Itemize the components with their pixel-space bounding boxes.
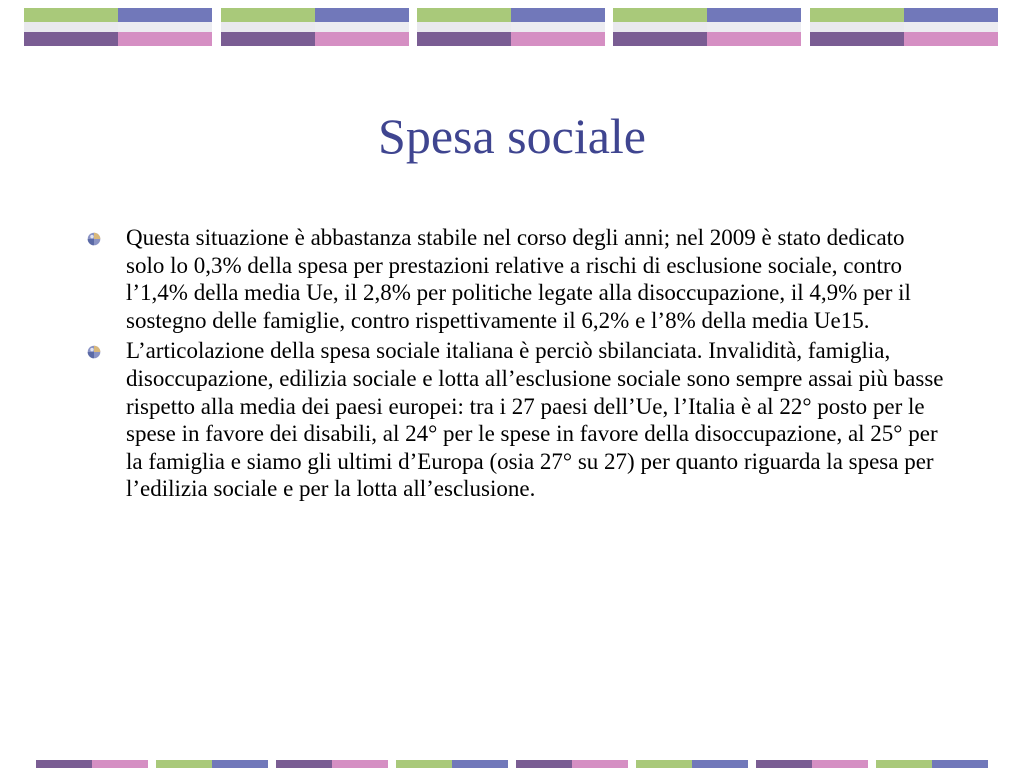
banner-tile xyxy=(613,8,801,46)
top-decorative-banner xyxy=(24,8,1000,46)
bullet-text: L’articolazione della spesa sociale italiana è perciò sbilanciata. Invalidità, famiglia, disoccupazione, edilizia sociale e lotta all’esclusione sociale sono sempre assai più basse rispetto alla media dei paesi europei: tra i 27 paesi dell’Ue, l’Italia è al 22° posto per le spese in favore dei disabili, al 24° per le spese in favore della disoccupazione, al 25° per la famiglia e siamo gli ultimi d’Europa (osia 27° su 27) per quanto riguarda la spesa per l’edilizia sociale e per la lotta all’esclusione. xyxy=(126,338,944,502)
banner-tile xyxy=(876,760,988,768)
bullet-text: Questa situazione è abbastanza stabile nel corso degli anni; nel 2009 è stato dedicato solo lo 0,3% della spesa per prestazioni relative a rischi di esclusione sociale, contro l’1,4% della media Ue, il 2,8% per politiche legate alla disoccupazione, il 4,9% per il sostegno delle famiglie, contro rispettivamente il 6,2% e l’8% della media Ue15. xyxy=(126,225,911,333)
banner-tile xyxy=(24,8,212,46)
banner-tile xyxy=(221,8,409,46)
globe-bullet-icon xyxy=(87,232,101,246)
bullet-item xyxy=(84,224,944,334)
banner-tile xyxy=(636,760,748,768)
banner-tile xyxy=(417,8,605,46)
slide-title: Spesa sociale xyxy=(378,108,646,164)
bottom-decorative-banner xyxy=(36,760,988,768)
banner-tile xyxy=(396,760,508,768)
banner-tile xyxy=(156,760,268,768)
banner-tile xyxy=(810,8,998,46)
bullet-item xyxy=(84,337,944,503)
globe-bullet-icon xyxy=(87,345,101,359)
banner-tile xyxy=(756,760,868,768)
banner-tile xyxy=(516,760,628,768)
banner-tile xyxy=(276,760,388,768)
bullet-list xyxy=(84,224,944,506)
banner-tile xyxy=(36,760,148,768)
